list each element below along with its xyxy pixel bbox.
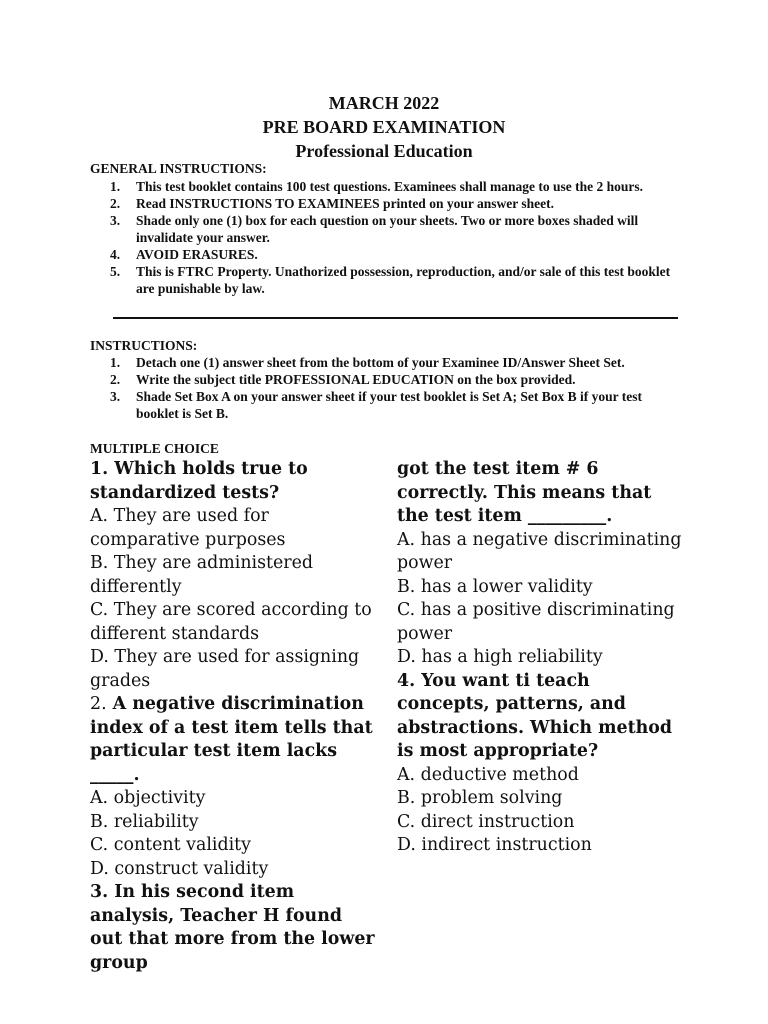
- exam-subject: Professional Education: [295, 141, 473, 161]
- instruction-item: 3. Shade Set Box A on your answer sheet if your test booklet is Set A; Set Box B if your test booklet is Set B.: [110, 389, 643, 421]
- exam-header: [0, 91, 768, 163]
- general-instructions-title: GENERAL INSTRUCTIONS:: [90, 161, 267, 176]
- question-3-option-b: B. has a lower validity: [397, 576, 593, 597]
- question-2-text: A negative discrimination index of a test item tells that particular test item lacks _____.: [90, 694, 373, 785]
- question-2-option-b: B. reliability: [90, 811, 199, 832]
- instruction-item: 1. Detach one (1) answer sheet from the bottom of your Examinee ID/Answer Sheet Set.: [110, 355, 625, 370]
- question-3-option-d: D. has a high reliability: [397, 647, 603, 667]
- questions-right-column: [397, 458, 682, 858]
- general-instruction-item: 2. Read INSTRUCTIONS TO EXAMINEES printed on your answer sheet.: [110, 196, 554, 211]
- question-4-option-d: D. indirect instruction: [397, 835, 592, 855]
- question-3-end: got the test item # 6 correctly. This means that the test item _________.: [397, 459, 652, 526]
- general-instruction-item: 5. This is FTRC Property. Unathorized possession, reproduction, and/or sale of this test booklet are punishable by law.: [110, 264, 671, 296]
- question-2-number: 2.: [90, 694, 107, 714]
- instruction-item: 2. Write the subject title PROFESSIONAL EDUCATION on the box provided.: [110, 372, 576, 387]
- question-1: 1. Which holds true to standardized tests?: [90, 459, 308, 503]
- question-4-option-c: C. direct instruction: [397, 811, 575, 832]
- multiple-choice-title: MULTIPLE CHOICE: [90, 441, 219, 456]
- question-4-option-a: A. deductive method: [397, 764, 579, 785]
- general-instruction-item: 4. AVOID ERASURES.: [110, 247, 258, 262]
- question-1-option-b: B. They are administered differently: [90, 553, 314, 597]
- general-instruction-item: 3. Shade only one (1) box for each question on your sheets. Two or more boxes shaded will invalidate your answer.: [110, 213, 639, 245]
- question-1-option-a: A. They are used for comparative purposes: [90, 506, 286, 550]
- question-4-option-b: B. problem solving: [397, 788, 563, 808]
- question-2: [90, 693, 375, 787]
- exam-date: MARCH 2022: [328, 93, 440, 113]
- instructions-list: [110, 354, 682, 422]
- section-divider: [113, 317, 678, 319]
- question-2-option-a: A. objectivity: [90, 788, 206, 808]
- question-3-option-a: A. has a negative discriminating power: [397, 529, 682, 573]
- question-2-option-c: C. content validity: [90, 835, 251, 855]
- instructions-title: INSTRUCTIONS:: [90, 338, 198, 353]
- general-instructions-list: [110, 178, 682, 297]
- question-1-option-d: D. They are used for assigning grades: [90, 647, 360, 691]
- question-2-option-d: D. construct validity: [90, 858, 269, 879]
- general-instruction-item: 1. This test booklet contains 100 test questions. Examinees shall manage to use the 2 hours.: [110, 179, 644, 194]
- question-1-option-c: C. They are scored according to different standards: [90, 600, 372, 644]
- exam-title: PRE BOARD EXAMINATION: [262, 117, 506, 137]
- questions-left-column: [90, 458, 375, 975]
- question-3-start: 3. In his second item analysis, Teacher H found out that more from the lower group: [90, 882, 375, 973]
- question-4: 4. You want ti teach concepts, patterns, and abstractions. Which method is most appropriate?: [397, 670, 673, 761]
- question-3-option-c: C. has a positive discriminating power: [397, 600, 675, 644]
